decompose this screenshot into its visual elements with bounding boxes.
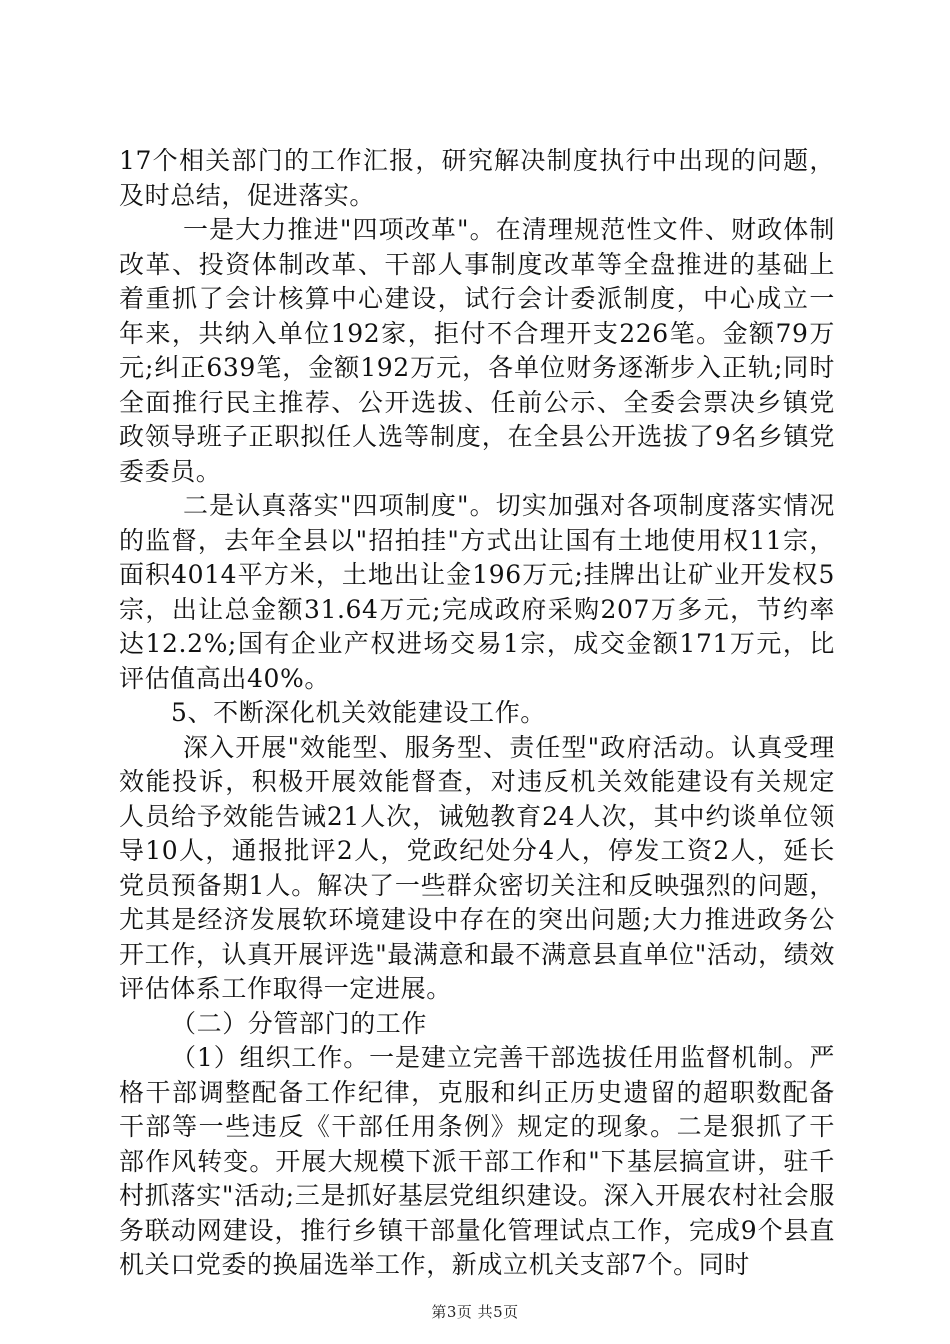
paragraph-four-reforms: 一是大力推进"四项改革"。在清理规范性文件、财政体制改革、投资体制改革、干部人事制度改革等全盘推进的基础上着重抓了会计核算中心建设，试行会计委派制度，中心成立一年来，共纳入单位192家，拒付不合理开支226笔。金额79万元;纠正639笔，金额192万元，各单位财务逐渐步入正轨;同时全面推行民主推荐、公开选拔、任前公示、全委会票决乡镇党政领导班子正职拟任人选等制度，在全县公开选拔了9名乡镇党委委员。 [119,215,835,486]
section-heading-departments: （二）分管部门的工作 [171,1008,428,1038]
paragraph-efficiency: 深入开展"效能型、服务型、责任型"政府活动。认真受理效能投诉，积极开展效能督查，对违反机关效能建设有关规定人员给予效能告诫21人次，诫勉教育24人次，其中约谈单位领导10人，通报批评2人，党政纪处分4人，停发工资2人，延长党员预备期1人。解决了一些群众密切关注和反映强烈的问题，尤其是经济发展软环境建设中存在的突出问题;大力推进政务公开工作，认真开展评选"最满意和最不满意县直单位"活动，绩效评估体系工作取得一定进展。 [119,732,835,1003]
section-heading-efficiency: 5、不断深化机关效能建设工作。 [171,698,546,727]
page-number: 第3页 共5页 [431,1303,519,1321]
paragraph-four-systems: 二是认真落实"四项制度"。切实加强对各项制度落实情况的监督，去年全县以"招拍挂"方式出让国有土地使用权11宗，面积4014平方米，土地出让金196万元;挂牌出让矿业开发权5宗，出让总金额31.64万元;完成政府采购207万多元，节约率达12.2%;国有企业产权进场交易1宗，成交金额171万元，比评估值高出40%。 [119,491,835,693]
body-text [119,144,835,1283]
paragraph-continuation: 17个相关部门的工作汇报，研究解决制度执行中出现的问题，及时总结，促进落实。 [119,146,835,210]
paragraph-organization-work: （1）组织工作。一是建立完善干部选拔任用监督机制。严格干部调整配备工作纪律，克服和纠正历史遗留的超职数配备干部等一些违反《干部任用条例》规定的现象。二是狠抓了干部作风转变。开展大规模下派干部工作和"下基层搞宣讲，驻千村抓落实"活动;三是抓好基层党组织建设。深入开展农村社会服务联动网建设，推行乡镇干部量化管理试点工作，完成9个县直机关口党委的换届选举工作，新成立机关支部7个。同时 [119,1043,835,1279]
